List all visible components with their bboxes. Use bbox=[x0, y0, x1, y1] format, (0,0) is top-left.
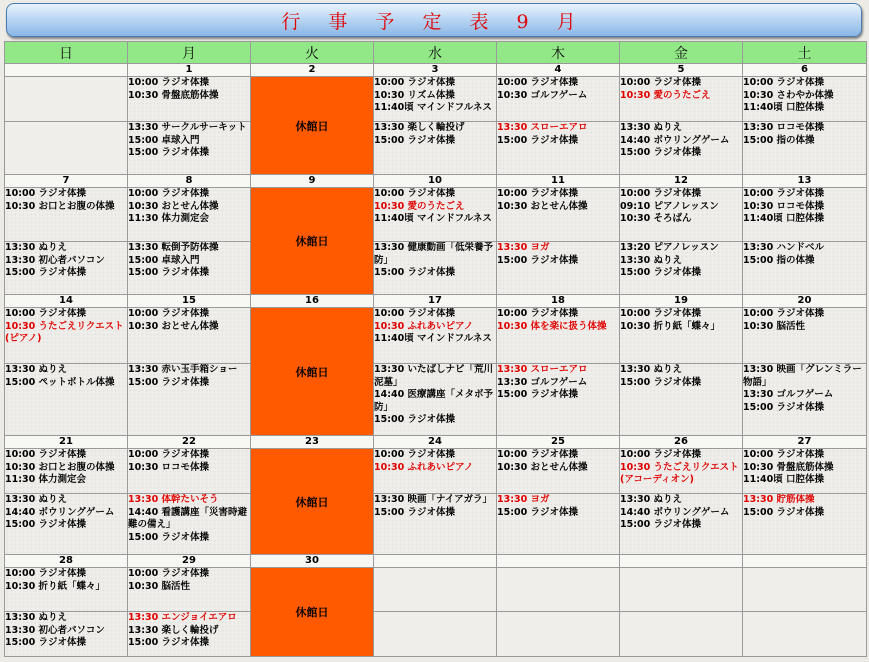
afternoon-events-cell bbox=[5, 122, 128, 175]
event-item: 10:00 ラジオ体操 bbox=[497, 77, 579, 88]
event-item: 10:30 愛のうたごえ bbox=[374, 200, 465, 212]
event-item: 15:00 ラジオ体操 bbox=[497, 389, 579, 401]
weekday-header-row bbox=[5, 42, 867, 64]
event-item: 10:00 ラジオ体操 bbox=[374, 308, 456, 319]
event-item: 11:40頃 マインドフルネス bbox=[374, 102, 492, 114]
day-number: 20 bbox=[743, 295, 867, 308]
event-item: 10:30 おとせん体操 bbox=[128, 200, 219, 212]
event-item: 11:30 体力測定会 bbox=[128, 213, 210, 225]
event-item: 10:00 ラジオ体操 bbox=[5, 449, 87, 460]
event-item: 10:30 ゴルフゲーム bbox=[497, 89, 588, 101]
event-item: 15:00 ラジオ体操 bbox=[374, 414, 456, 426]
afternoon-events-cell bbox=[497, 242, 620, 295]
event-item: 10:30 お口とお腹の体操 bbox=[5, 461, 115, 473]
afternoon-events-cell bbox=[374, 612, 497, 657]
week-date-row bbox=[5, 64, 867, 77]
day-number: 28 bbox=[5, 555, 128, 568]
day-number: 3 bbox=[374, 64, 497, 77]
event-item: 11:40頃 口腔体操 bbox=[743, 102, 825, 114]
event-item: 13:30 ヨガ bbox=[497, 494, 550, 505]
afternoon-events-cell bbox=[620, 122, 743, 175]
day-number: 15 bbox=[128, 295, 251, 308]
morning-events-cell bbox=[374, 188, 497, 242]
day-number: 6 bbox=[743, 64, 867, 77]
afternoon-events-cell bbox=[374, 242, 497, 295]
week-date-row bbox=[5, 175, 867, 188]
closed-day-cell: 休館日 bbox=[251, 449, 374, 555]
event-item: 10:00 ラジオ体操 bbox=[743, 449, 825, 460]
event-item: 13:30 ハンドベル bbox=[743, 242, 825, 253]
event-item: 15:00 ラジオ体操 bbox=[128, 147, 210, 159]
afternoon-events-cell bbox=[497, 612, 620, 657]
title-banner bbox=[6, 3, 862, 37]
event-item: 10:30 リズム体操 bbox=[374, 89, 455, 101]
day-number bbox=[743, 555, 867, 568]
afternoon-events-cell bbox=[128, 242, 251, 295]
week-date-row bbox=[5, 436, 867, 449]
event-item: 15:00 ラジオ体操 bbox=[5, 519, 87, 531]
closed-day-cell: 休館日 bbox=[251, 77, 374, 175]
week-morning-row bbox=[5, 77, 867, 122]
event-item: 10:00 ラジオ体操 bbox=[497, 308, 579, 319]
event-item: 13:30 楽しく輪投げ bbox=[374, 122, 465, 133]
event-item: 10:30 さわやか体操 bbox=[743, 89, 834, 101]
day-number: 11 bbox=[497, 175, 620, 188]
page-title: 行 事 予 定 表 9 月 bbox=[281, 10, 587, 33]
closed-day-cell: 休館日 bbox=[251, 308, 374, 436]
event-item: 10:00 ラジオ体操 bbox=[5, 188, 87, 199]
event-item: 15:00 ラジオ体操 bbox=[374, 506, 456, 518]
afternoon-events-cell bbox=[743, 494, 867, 555]
event-item: 10:00 ラジオ体操 bbox=[743, 188, 825, 199]
afternoon-events-cell bbox=[620, 364, 743, 436]
event-item: 14:40 ボウリングゲーム bbox=[5, 506, 115, 518]
afternoon-events-cell bbox=[743, 612, 867, 657]
morning-events-cell bbox=[497, 188, 620, 242]
morning-events-cell bbox=[497, 77, 620, 122]
event-item: 10:00 ラジオ体操 bbox=[620, 188, 702, 199]
event-item: 15:00 指の体操 bbox=[743, 254, 815, 266]
morning-events-cell bbox=[128, 77, 251, 122]
morning-events-cell bbox=[374, 77, 497, 122]
day-number: 9 bbox=[251, 175, 374, 188]
event-item: 13:30 エンジョイエアロ bbox=[128, 612, 237, 623]
morning-events-cell bbox=[743, 188, 867, 242]
day-number: 19 bbox=[620, 295, 743, 308]
event-item: 10:00 ラジオ体操 bbox=[497, 449, 579, 460]
event-item: 11:30 体力測定会 bbox=[5, 474, 87, 486]
day-number bbox=[5, 64, 128, 77]
event-item: 10:30 脳活性 bbox=[128, 580, 191, 592]
event-item: 13:30 初心者パソコン bbox=[5, 254, 105, 266]
event-item: 10:30 骨盤底筋体操 bbox=[743, 461, 834, 473]
day-number: 16 bbox=[251, 295, 374, 308]
event-item: 13:30 映画「ナイアガラ」 bbox=[374, 494, 493, 505]
day-number: 18 bbox=[497, 295, 620, 308]
event-item: 11:40頃 口腔体操 bbox=[743, 213, 825, 225]
closed-day-cell: 休館日 bbox=[251, 568, 374, 657]
morning-events-cell bbox=[620, 568, 743, 612]
event-item: 13:30 ぬりえ bbox=[620, 364, 683, 375]
day-number: 29 bbox=[128, 555, 251, 568]
afternoon-events-cell bbox=[743, 364, 867, 436]
afternoon-events-cell bbox=[497, 494, 620, 555]
morning-events-cell bbox=[5, 308, 128, 364]
event-item: 10:00 ラジオ体操 bbox=[5, 568, 87, 579]
morning-events-cell bbox=[743, 449, 867, 494]
weekday-header: 水 bbox=[374, 42, 497, 64]
day-number: 17 bbox=[374, 295, 497, 308]
weekday-header: 月 bbox=[128, 42, 251, 64]
event-item: 13:30 サークルサーキット bbox=[128, 122, 247, 133]
event-item: 13:30 ゴルフゲーム bbox=[743, 389, 834, 401]
week-afternoon-row bbox=[5, 612, 867, 657]
afternoon-events-cell bbox=[497, 364, 620, 436]
event-item: 10:00 ラジオ体操 bbox=[743, 77, 825, 88]
week-afternoon-row bbox=[5, 122, 867, 175]
event-item: 15:00 ラジオ体操 bbox=[743, 401, 825, 413]
event-item: 13:30 映画「グレンミラー物語」 bbox=[743, 364, 862, 388]
morning-events-cell bbox=[620, 449, 743, 494]
morning-events-cell bbox=[128, 308, 251, 364]
morning-events-cell bbox=[743, 77, 867, 122]
event-item: 13:30 ぬりえ bbox=[5, 242, 68, 253]
event-item: 10:30 折り紙「蝶々」 bbox=[5, 580, 106, 592]
event-item: 10:00 ラジオ体操 bbox=[620, 449, 702, 460]
event-item: 15:00 ラジオ体操 bbox=[128, 376, 210, 388]
event-item: 13:30 ぬりえ bbox=[5, 364, 68, 375]
event-item: 14:40 ボウリングゲーム bbox=[620, 134, 730, 146]
day-number: 2 bbox=[251, 64, 374, 77]
day-number: 21 bbox=[5, 436, 128, 449]
afternoon-events-cell bbox=[128, 612, 251, 657]
event-item: 13:30 ぬりえ bbox=[620, 494, 683, 505]
event-item: 15:00 ラジオ体操 bbox=[374, 134, 456, 146]
event-item: 15:00 ラジオ体操 bbox=[620, 267, 702, 279]
event-item: 10:00 ラジオ体操 bbox=[5, 308, 87, 319]
afternoon-events-cell bbox=[5, 494, 128, 555]
day-number: 5 bbox=[620, 64, 743, 77]
weekday-header: 木 bbox=[497, 42, 620, 64]
event-item: 15:00 ラジオ体操 bbox=[5, 267, 87, 279]
week-date-row bbox=[5, 555, 867, 568]
day-number: 26 bbox=[620, 436, 743, 449]
week-afternoon-row bbox=[5, 494, 867, 555]
event-item: 10:30 おとせん体操 bbox=[128, 320, 219, 332]
event-item: 13:20 ピアノレッスン bbox=[620, 242, 719, 253]
event-item: 15:00 ラジオ体操 bbox=[374, 267, 456, 279]
event-item: 10:30 体を楽に扱う体操 bbox=[497, 320, 607, 332]
event-item: 10:30 ロコモ体操 bbox=[128, 461, 210, 473]
event-item: 13:30 ぬりえ bbox=[5, 612, 68, 623]
event-item: 14:40 ボウリングゲーム bbox=[620, 506, 730, 518]
event-item: 10:30 おとせん体操 bbox=[497, 461, 588, 473]
event-item: 10:00 ラジオ体操 bbox=[128, 308, 210, 319]
day-number: 13 bbox=[743, 175, 867, 188]
afternoon-events-cell bbox=[374, 494, 497, 555]
event-item: 10:30 脳活性 bbox=[743, 320, 806, 332]
day-number: 27 bbox=[743, 436, 867, 449]
day-number: 14 bbox=[5, 295, 128, 308]
morning-events-cell bbox=[128, 449, 251, 494]
event-item: 10:30 うたごえリクエスト(ピアノ) bbox=[5, 320, 124, 345]
event-item: 15:00 ラジオ体操 bbox=[5, 637, 87, 649]
afternoon-events-cell bbox=[5, 364, 128, 436]
weekday-header: 金 bbox=[620, 42, 743, 64]
event-item: 10:30 折り紙「蝶々」 bbox=[620, 320, 721, 332]
morning-events-cell bbox=[374, 568, 497, 612]
event-item: 10:30 ふれあいピアノ bbox=[374, 461, 474, 473]
event-item: 15:00 ラジオ体操 bbox=[497, 506, 579, 518]
morning-events-cell bbox=[5, 568, 128, 612]
day-number: 7 bbox=[5, 175, 128, 188]
weekday-header: 土 bbox=[743, 42, 867, 64]
event-item: 13:30 ぬりえ bbox=[620, 254, 683, 266]
afternoon-events-cell bbox=[743, 242, 867, 295]
afternoon-events-cell bbox=[497, 122, 620, 175]
event-item: 10:00 ラジオ体操 bbox=[128, 77, 210, 88]
event-item: 10:00 ラジオ体操 bbox=[128, 568, 210, 579]
afternoon-events-cell bbox=[620, 612, 743, 657]
event-item: 14:40 医療講座「メタボ予防」 bbox=[374, 389, 494, 413]
morning-events-cell bbox=[128, 568, 251, 612]
afternoon-events-cell bbox=[128, 494, 251, 555]
event-item: 10:00 ラジオ体操 bbox=[620, 77, 702, 88]
event-item: 15:00 ラジオ体操 bbox=[620, 147, 702, 159]
event-item: 10:30 ロコモ体操 bbox=[743, 200, 825, 212]
event-item: 13:30 赤い玉手箱ショー bbox=[128, 364, 238, 375]
day-number: 12 bbox=[620, 175, 743, 188]
day-number bbox=[374, 555, 497, 568]
morning-events-cell bbox=[743, 308, 867, 364]
morning-events-cell bbox=[374, 449, 497, 494]
event-item: 10:30 おとせん体操 bbox=[497, 200, 588, 212]
event-item: 11:40頃 口腔体操 bbox=[743, 474, 825, 486]
event-item: 15:00 ラジオ体操 bbox=[128, 267, 210, 279]
weekday-header: 日 bbox=[5, 42, 128, 64]
morning-events-cell bbox=[497, 308, 620, 364]
morning-events-cell bbox=[620, 77, 743, 122]
event-item: 15:00 指の体操 bbox=[743, 134, 815, 146]
event-item: 13:30 スローエアロ bbox=[497, 364, 588, 375]
week-afternoon-row bbox=[5, 364, 867, 436]
day-number: 8 bbox=[128, 175, 251, 188]
event-item: 10:00 ラジオ体操 bbox=[374, 77, 456, 88]
week-morning-row bbox=[5, 568, 867, 612]
morning-events-cell bbox=[128, 188, 251, 242]
event-item: 15:00 ラジオ体操 bbox=[128, 531, 210, 543]
week-morning-row bbox=[5, 188, 867, 242]
event-item: 10:30 お口とお腹の体操 bbox=[5, 200, 115, 212]
event-item: 15:00 ラジオ体操 bbox=[743, 506, 825, 518]
morning-events-cell bbox=[5, 449, 128, 494]
event-item: 10:00 ラジオ体操 bbox=[497, 188, 579, 199]
event-item: 15:00 卓球入門 bbox=[128, 254, 200, 266]
event-item: 15:00 卓球入門 bbox=[128, 134, 200, 146]
event-item: 15:00 ペットボトル体操 bbox=[5, 376, 115, 388]
event-item: 13:30 スローエアロ bbox=[497, 122, 588, 133]
event-item: 13:30 ゴルフゲーム bbox=[497, 376, 588, 388]
day-number bbox=[620, 555, 743, 568]
closed-day-cell: 休館日 bbox=[251, 188, 374, 295]
afternoon-events-cell bbox=[128, 364, 251, 436]
day-number: 22 bbox=[128, 436, 251, 449]
event-item: 10:00 ラジオ体操 bbox=[128, 188, 210, 199]
event-item: 14:40 看護講座「災害時避難の備え」 bbox=[128, 506, 248, 531]
event-item: 10:30 ふれあいピアノ bbox=[374, 320, 474, 332]
event-item: 13:30 楽しく輪投げ bbox=[128, 624, 219, 636]
event-item: 13:30 初心者パソコン bbox=[5, 624, 105, 636]
afternoon-events-cell bbox=[620, 494, 743, 555]
event-item: 13:30 ヨガ bbox=[497, 242, 550, 253]
event-item: 10:00 ラジオ体操 bbox=[128, 449, 210, 460]
morning-events-cell bbox=[743, 568, 867, 612]
afternoon-events-cell bbox=[743, 122, 867, 175]
event-item: 13:30 ロコモ体操 bbox=[743, 122, 825, 133]
event-item: 13:30 健康動画「低栄養予防」 bbox=[374, 242, 494, 266]
event-item: 15:00 ラジオ体操 bbox=[497, 134, 579, 146]
event-item: 15:00 ラジオ体操 bbox=[620, 519, 702, 531]
calendar-table bbox=[4, 41, 867, 657]
afternoon-events-cell bbox=[128, 122, 251, 175]
event-item: 15:00 ラジオ体操 bbox=[497, 254, 579, 266]
day-number: 10 bbox=[374, 175, 497, 188]
event-item: 15:00 ラジオ体操 bbox=[620, 376, 702, 388]
event-item: 09:10 ピアノレッスン bbox=[620, 200, 719, 212]
morning-events-cell bbox=[5, 188, 128, 242]
event-item: 13:30 ぬりえ bbox=[5, 494, 68, 505]
event-item: 15:00 ラジオ体操 bbox=[128, 637, 210, 649]
event-item: 10:00 ラジオ体操 bbox=[620, 308, 702, 319]
day-number: 4 bbox=[497, 64, 620, 77]
afternoon-events-cell bbox=[5, 242, 128, 295]
week-date-row bbox=[5, 295, 867, 308]
event-item: 13:30 転倒予防体操 bbox=[128, 242, 219, 253]
morning-events-cell bbox=[497, 568, 620, 612]
day-number: 1 bbox=[128, 64, 251, 77]
afternoon-events-cell bbox=[620, 242, 743, 295]
morning-events-cell bbox=[5, 77, 128, 122]
afternoon-events-cell bbox=[374, 122, 497, 175]
event-item: 13:30 いたばしナビ「荒川泥墓」 bbox=[374, 364, 494, 388]
morning-events-cell bbox=[374, 308, 497, 364]
day-number: 25 bbox=[497, 436, 620, 449]
event-item: 13:30 体幹たいそう bbox=[128, 494, 219, 505]
event-item: 10:30 骨盤底筋体操 bbox=[128, 89, 219, 101]
week-morning-row bbox=[5, 308, 867, 364]
weekday-header: 火 bbox=[251, 42, 374, 64]
event-item: 11:40頃 マインドフルネス bbox=[374, 213, 492, 225]
afternoon-events-cell bbox=[374, 364, 497, 436]
event-item: 10:00 ラジオ体操 bbox=[374, 188, 456, 199]
day-number: 23 bbox=[251, 436, 374, 449]
event-item: 10:00 ラジオ体操 bbox=[743, 308, 825, 319]
calendar-body bbox=[5, 64, 867, 657]
day-number bbox=[497, 555, 620, 568]
morning-events-cell bbox=[497, 449, 620, 494]
morning-events-cell bbox=[620, 188, 743, 242]
morning-events-cell bbox=[620, 308, 743, 364]
event-item: 13:30 ぬりえ bbox=[620, 122, 683, 133]
event-item: 10:00 ラジオ体操 bbox=[374, 449, 456, 460]
week-morning-row bbox=[5, 449, 867, 494]
event-item: 10:30 うたごえリクエスト(アコーディオン) bbox=[620, 461, 739, 486]
day-number: 24 bbox=[374, 436, 497, 449]
afternoon-events-cell bbox=[5, 612, 128, 657]
event-item: 10:30 愛のうたごえ bbox=[620, 89, 711, 101]
week-afternoon-row bbox=[5, 242, 867, 295]
day-number: 30 bbox=[251, 555, 374, 568]
event-item: 10:30 そろばん bbox=[620, 213, 692, 225]
event-item: 11:40頃 マインドフルネス bbox=[374, 333, 492, 345]
event-item: 13:30 貯筋体操 bbox=[743, 494, 815, 505]
